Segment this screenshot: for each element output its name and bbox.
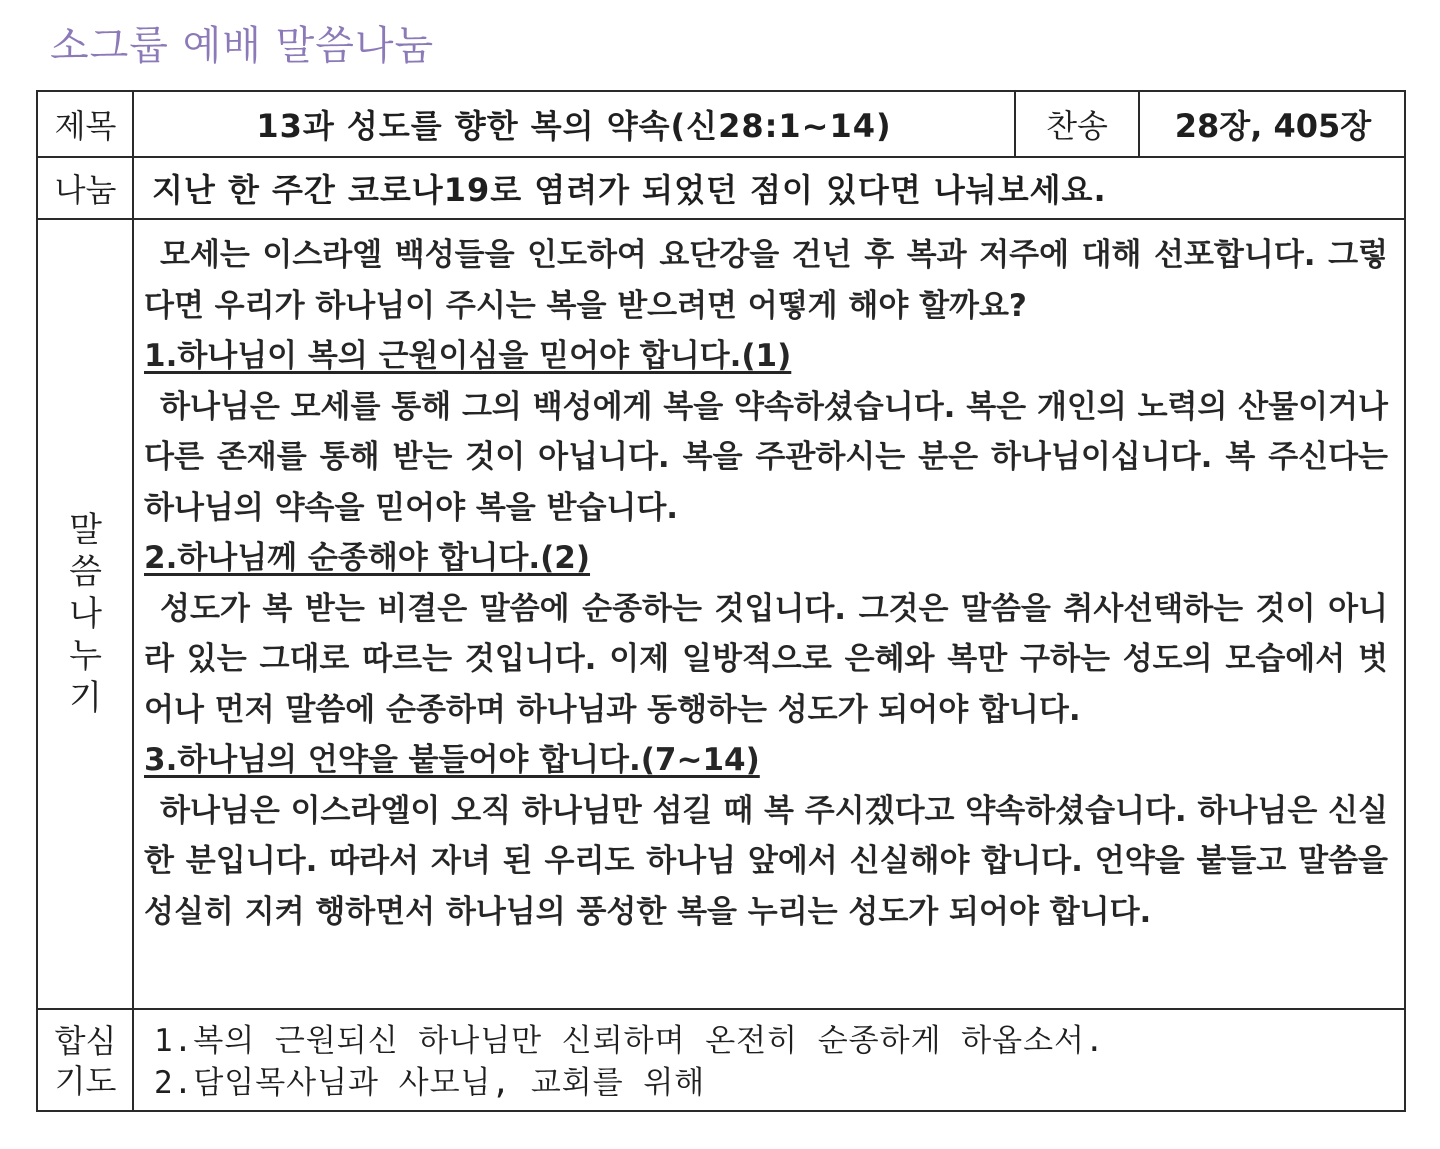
prayer-list <box>154 1020 1105 1104</box>
point-heading: 3.하나님의 언약을 붙들어야 합니다.(7~14) <box>144 742 760 778</box>
sermon-label-char: 씀 <box>69 552 102 592</box>
hymn-value: 28장, 405장 <box>1174 107 1372 145</box>
point-heading: 1.하나님이 복의 근원이심을 믿어야 합니다.(1) <box>144 338 792 374</box>
sermon-label <box>38 220 133 1008</box>
divider <box>38 218 1404 220</box>
lesson-title: 13과 성도를 향한 복의 약속(신28:1~14) <box>256 107 892 145</box>
page-title: 소그룹 예배 말씀나눔 <box>50 23 435 69</box>
prayer-label-line: 기도 <box>54 1062 117 1100</box>
divider <box>38 1008 1404 1010</box>
sermon-label-char: 누 <box>69 636 102 676</box>
prayer-label-line: 합심 <box>54 1022 117 1060</box>
point-body: 성도가 복 받는 비결은 말씀에 순종하는 것입니다. 그것은 말씀을 취사선택하는 것이 아니라 있는 그대로 따르는 것입니다. 이제 일방적으로 은혜와 복만 구하는 성도의 모습에서 벗어나 먼저 말씀에 순종하며 하나님과 동행하는 성도가 되어야 합니다. <box>144 590 1388 728</box>
sermon-intro: 모세는 이스라엘 백성들을 인도하여 요단강을 건넌 후 복과 저주에 대해 선포합니다. 그렇다면 우리가 하나님이 주시는 복을 받으려면 어떻게 해야 할까요? <box>144 237 1388 324</box>
point-body: 하나님은 이스라엘이 오직 하나님만 섬길 때 복 주시겠다고 약속하셨습니다. 하나님은 신실한 분입니다. 따라서 자녀 된 우리도 하나님 앞에서 신실해야 합니다. 언약을 붙들고 말씀을 성실히 지켜 행하면서 하나님의 풍성한 복을 누리는 성도가 되어야 합니다. <box>144 792 1388 930</box>
prayer-item: 1.복의 근원되신 하나님만 신뢰하며 온전히 순종하게 하옵소서. <box>154 1023 1105 1059</box>
title-label: 제목 <box>54 107 117 145</box>
prayer-label <box>38 1010 133 1112</box>
sermon-label-char: 나 <box>69 594 102 634</box>
hymn-label: 찬송 <box>1046 107 1108 145</box>
share-question: 지난 한 주간 코로나19로 염려가 되었던 점이 있다면 나눠보세요. <box>152 171 1107 209</box>
point-body: 하나님은 모세를 통해 그의 백성에게 복을 약속하셨습니다. 복은 개인의 노력의 산물이거나 다른 존재를 통해 받는 것이 아닙니다. 복을 주관하시는 분은 하나님이십니다. 복 주신다는 하나님의 약속을 믿어야 복을 받습니다. <box>144 388 1388 526</box>
sermon-body <box>144 230 1388 937</box>
share-label: 나눔 <box>54 171 117 209</box>
worship-sheet <box>36 90 1406 1112</box>
sermon-label-char: 기 <box>69 678 102 718</box>
point-heading: 2.하나님께 순종해야 합니다.(2) <box>144 540 591 576</box>
prayer-item: 2.담임목사님과 사모님, 교회를 위해 <box>154 1065 706 1101</box>
sermon-label-char: 말 <box>69 510 102 550</box>
